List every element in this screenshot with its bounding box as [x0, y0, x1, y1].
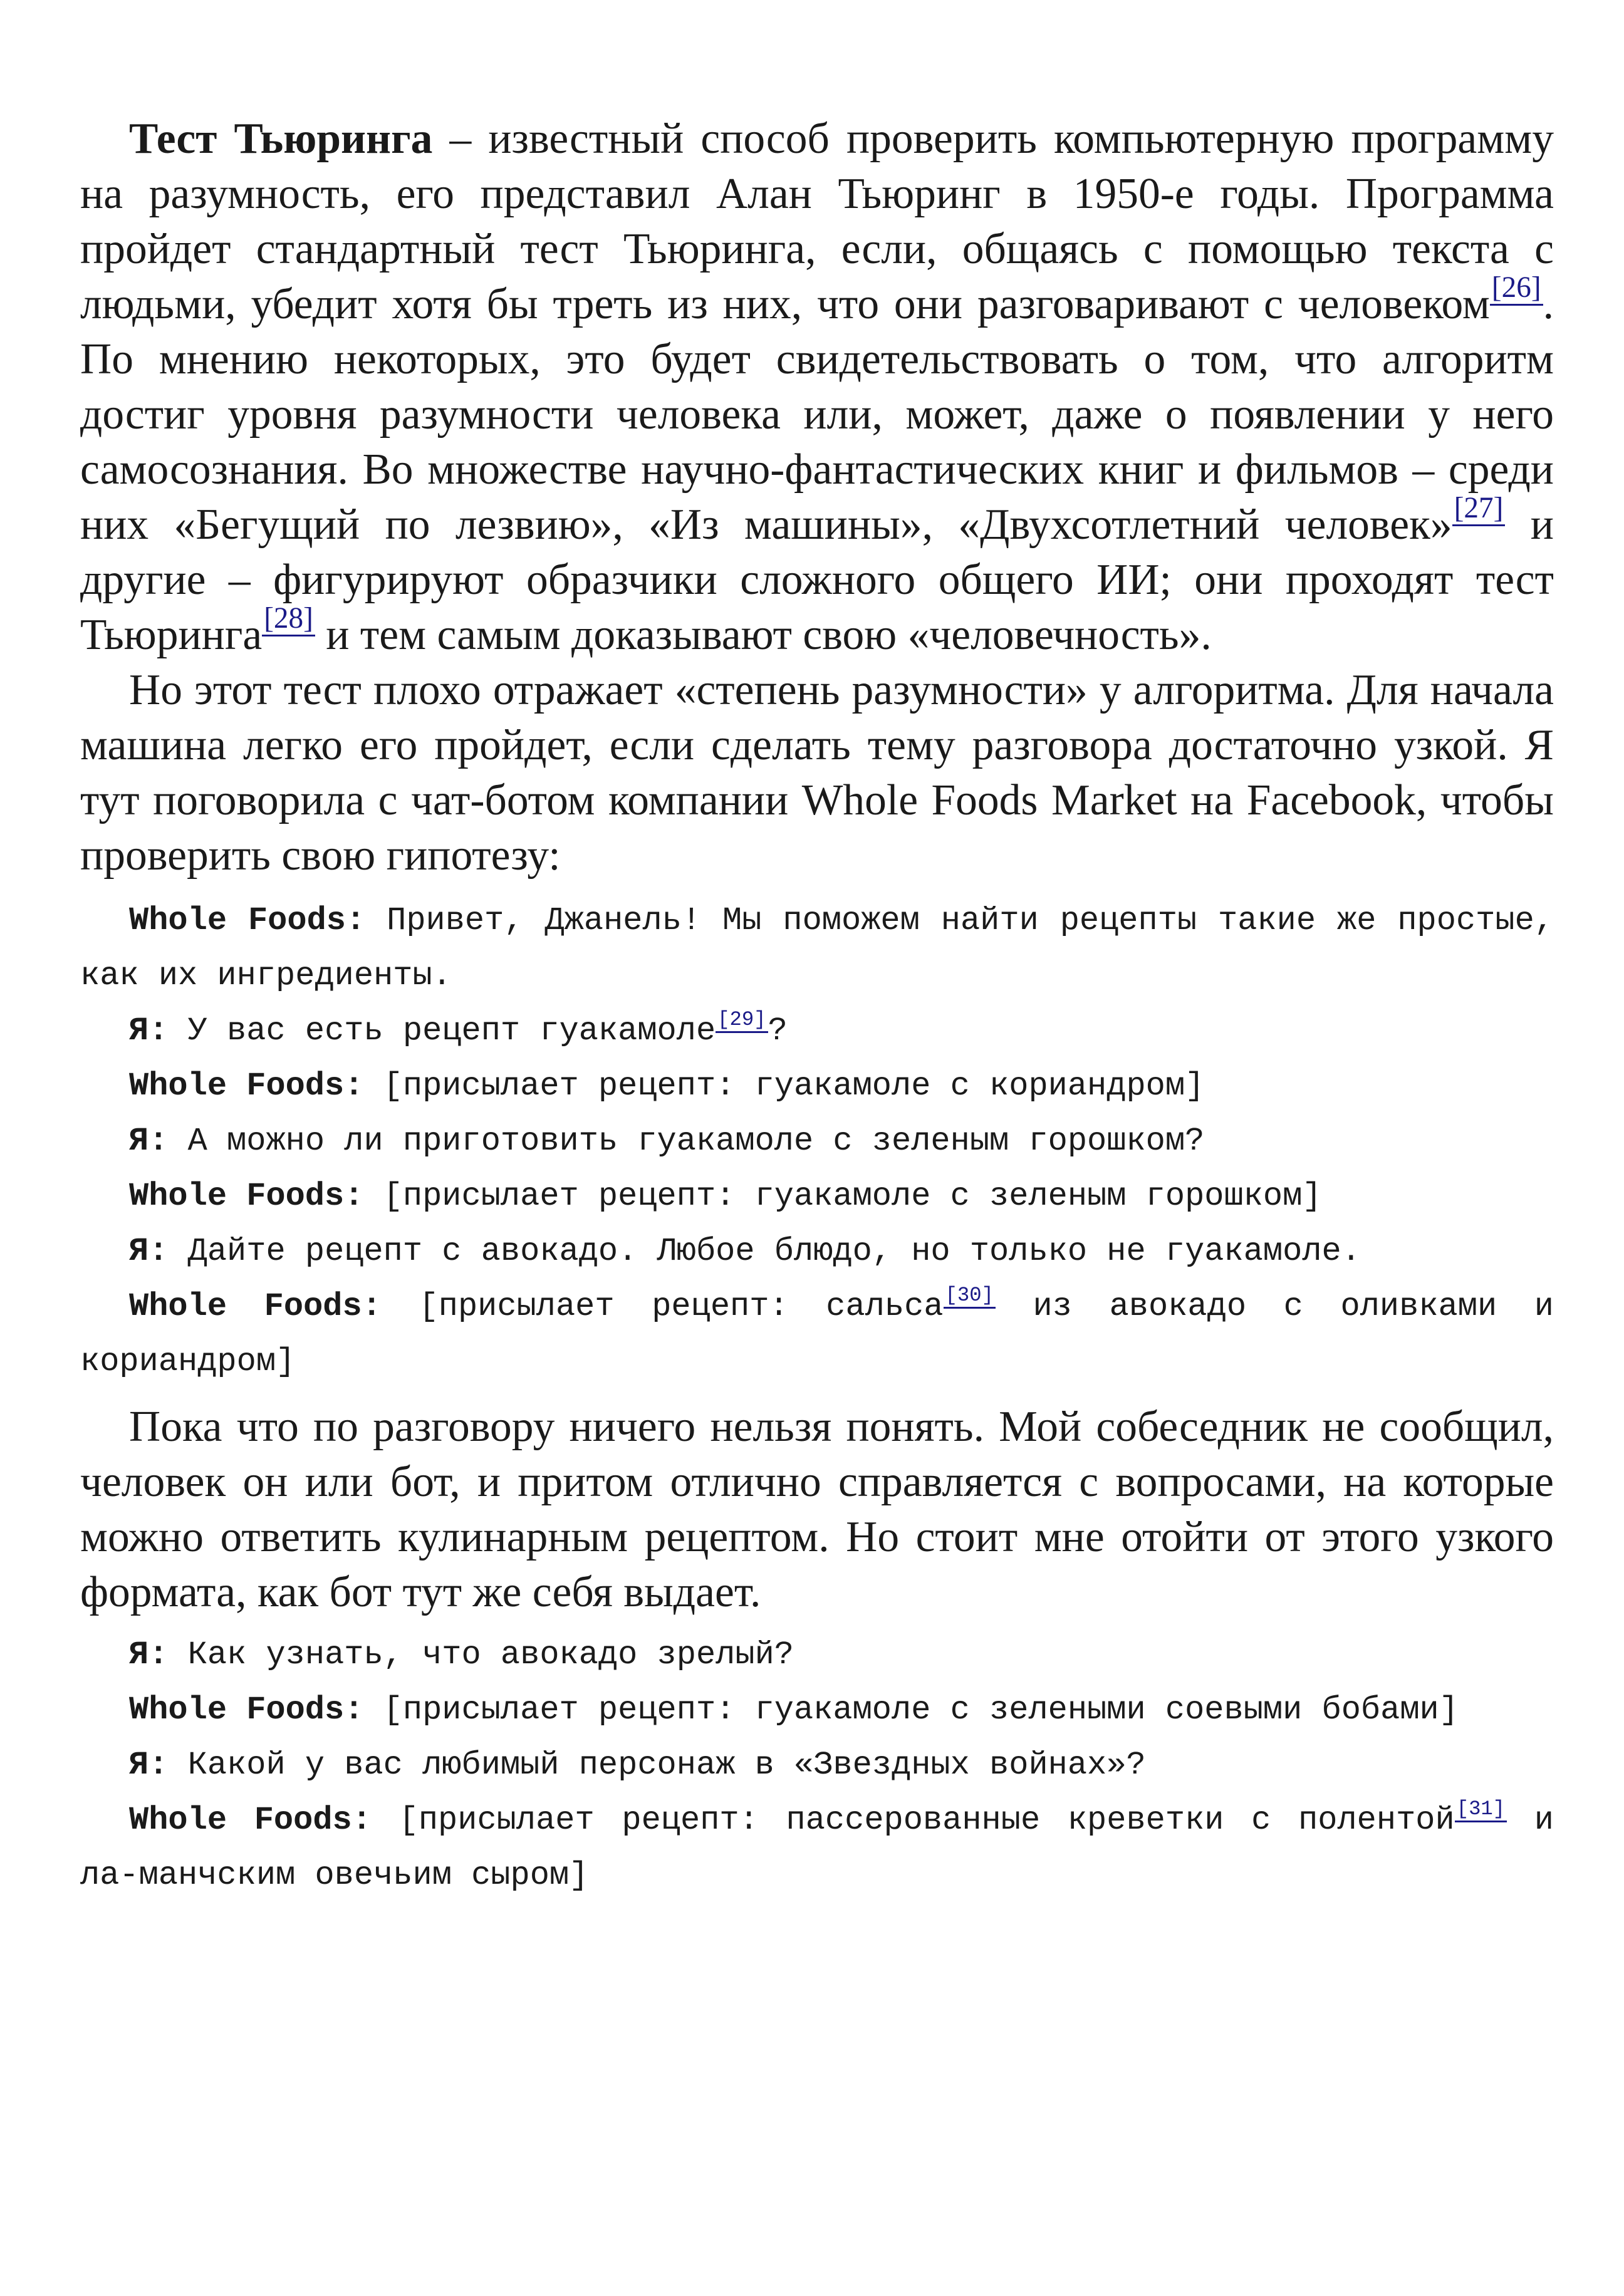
footnote-link-29[interactable]: [29] [716, 1008, 768, 1033]
speaker-label: Я: [129, 1747, 169, 1784]
paragraph-text: Но этот тест плохо отражает «степень разумности» у алгоритма. Для начала машина легко его пройдет, если сделать тему разговора достаточно узкой. Я тут поговорила с чат-ботом компании Whole Foods Market на Facebook, чтобы проверить свою гипотезу: [80, 666, 1554, 880]
paragraph-test-critique [80, 663, 1554, 883]
paragraph-text: и тем самым доказывают свою «человечность». [315, 611, 1212, 659]
speaker-label: Я: [129, 1233, 169, 1270]
footnote-link-31[interactable]: [31] [1455, 1797, 1507, 1822]
dialog-line [80, 893, 1554, 1004]
dialog-text: из авокадо с оливками и кориандром] [80, 1288, 1554, 1380]
dialog-line [80, 1059, 1554, 1114]
dialog-text: [присылает рецепт: сальса [381, 1288, 944, 1325]
paragraph-text: – известный способ проверить компьютерную программу на разумность, его представил Алан Тьюринг в 1950-е годы. Программа пройдет стандартный тест Тьюринга, если, общаясь с помощью текста с людьми, убедит хотя бы треть из них, что они разговаривают с человеком [80, 115, 1554, 328]
dialog-line [80, 1169, 1554, 1224]
paragraph-text: Пока что по разговору ничего нельзя понять. Мой собеседник не сообщил, человек он или бот, и притом отлично справляется с вопросами, на которые можно ответить кулинарным рецептом. Но стоит мне отойти от этого узкого формата, как бот тут же себя выдает. [80, 1403, 1554, 1616]
paragraph-text: и другие – фигурируют образчики сложного общего ИИ; они проходят тест Тьюринга [80, 501, 1554, 659]
footnote-link-28[interactable]: [28] [262, 602, 315, 636]
paragraph-analysis [80, 1400, 1554, 1620]
dialog-text: Как узнать, что авокадо зрелый? [168, 1636, 794, 1673]
speaker-label: Я: [129, 1123, 169, 1160]
footnote-link-26[interactable]: [26] [1490, 271, 1543, 306]
dialog-text: Какой у вас любимый персонаж в «Звездных войнах»? [168, 1747, 1146, 1784]
speaker-label: Whole Foods: [129, 1178, 364, 1215]
dialog-text: А можно ли приготовить гуакамоле с зеленым горошком? [168, 1123, 1205, 1160]
speaker-label: Я: [129, 1012, 169, 1049]
dialog-text: [присылает рецепт: гуакамоле с зелеными соевыми бобами] [363, 1691, 1459, 1728]
speaker-label: Я: [129, 1636, 169, 1673]
dialog-line [80, 1683, 1554, 1738]
dialog-text: ? [768, 1012, 788, 1049]
dialog-text: [присылает рецепт: пассерованные креветки с полентой [371, 1802, 1455, 1839]
dialog-line [80, 1628, 1554, 1683]
dialog-text: [присылает рецепт: гуакамоле с кориандром] [363, 1067, 1205, 1104]
speaker-label: Whole Foods: [129, 1067, 364, 1104]
dialog-text: [присылает рецепт: гуакамоле с зеленым горошком] [363, 1178, 1322, 1215]
paragraph-turing-test [80, 112, 1554, 663]
speaker-label: Whole Foods: [129, 1288, 382, 1325]
document-page [80, 112, 1554, 1903]
dialog-line [80, 1279, 1554, 1390]
dialog-line [80, 1224, 1554, 1279]
dialog-line [80, 1114, 1554, 1169]
dialog-line [80, 1738, 1554, 1793]
dialog-line [80, 1793, 1554, 1903]
footnote-link-27[interactable]: [27] [1452, 492, 1506, 526]
term-turing-test: Тест Тьюринга [129, 115, 433, 163]
speaker-label: Whole Foods: [129, 1691, 364, 1728]
dialog-text: и ла-манчским овечьим сыром] [80, 1802, 1554, 1894]
dialog-line [80, 1004, 1554, 1059]
dialog-text: У вас есть рецепт гуакамоле [168, 1012, 716, 1049]
paragraph-text: . По мнению некоторых, это будет свидетельствовать о том, что алгоритм достиг уровня разумности человека или, может, даже о появлении у него самосознания. Во множестве научно-фантастических книг и фильмов – среди них «Бегущий по лезвию», «Из машины», «Двухсотлетний человек» [80, 280, 1554, 549]
footnote-link-30[interactable]: [30] [944, 1284, 996, 1309]
dialog-text: Привет, Джанель! Мы поможем найти рецепты такие же простые, как их ингредиенты. [80, 902, 1554, 994]
speaker-label: Whole Foods: [129, 902, 366, 939]
dialog-text: Дайте рецепт с авокадо. Любое блюдо, но только не гуакамоле. [168, 1233, 1361, 1270]
speaker-label: Whole Foods: [129, 1802, 372, 1839]
